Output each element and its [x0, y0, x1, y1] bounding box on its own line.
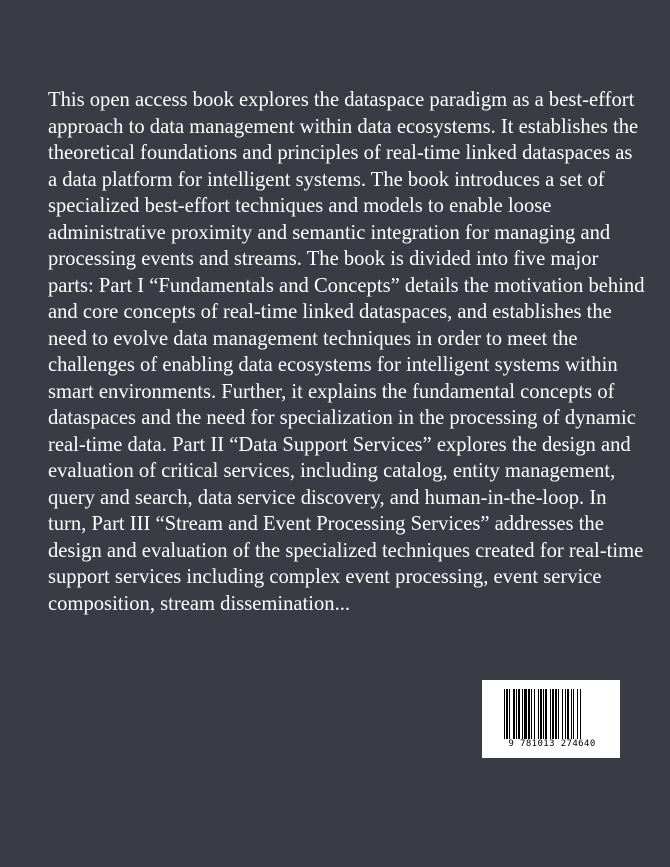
- barcode-bar: [545, 689, 547, 739]
- barcode-bar: [565, 689, 566, 739]
- barcode-bar: [577, 689, 578, 739]
- isbn-digits: 9 781013 274640: [508, 739, 596, 749]
- barcode-bar: [580, 689, 581, 739]
- back-cover-description: [48, 87, 645, 617]
- barcode-bar: [534, 689, 535, 739]
- barcode-bars-icon: [503, 689, 601, 739]
- barcode-bar: [555, 689, 557, 739]
- description-line: real-time data. Part II “Data Support Services” explores the design and: [48, 433, 631, 456]
- barcode-bar: [558, 689, 559, 739]
- description-line: processing events and streams. The book is divided into five major: [48, 248, 599, 270]
- barcode-bar: [550, 689, 551, 739]
- barcode-bar: [522, 689, 523, 739]
- barcode-bar: [562, 689, 563, 739]
- description-line: composition, stream dissemination...: [48, 592, 351, 615]
- barcode-bar: [504, 689, 505, 739]
- isbn-barcode: [482, 680, 620, 758]
- description-line: turn, Part III “Stream and Event Processing Services” addresses the: [48, 513, 604, 535]
- description-line: This open access book explores the dataspace paradigm as a best-effort: [48, 89, 635, 111]
- barcode-bar: [543, 689, 544, 739]
- barcode-bar: [531, 689, 532, 739]
- description-line: support services including complex event processing, event service: [48, 566, 602, 588]
- description-line: administrative proximity and semantic integration for managing and: [48, 221, 611, 244]
- barcode-bar: [573, 689, 574, 739]
- barcode-bar: [506, 689, 508, 739]
- description-line: challenges of enabling data ecosystems for intelligent systems within: [48, 354, 618, 376]
- description-line: design and evaluation of the specialized techniques created for real-time: [48, 539, 644, 562]
- description-line: specialized best-effort techniques and models to enable loose: [48, 195, 552, 217]
- description-line: approach to data management within data ecosystems. It establishes the: [48, 115, 639, 138]
- barcode-bar: [571, 689, 572, 739]
- description-line: dataspaces and the need for specialization in the processing of dynamic: [48, 407, 636, 429]
- barcode-bar: [518, 689, 520, 739]
- barcode-bar: [513, 689, 515, 739]
- barcode-bar: [509, 689, 510, 739]
- description-line: and core concepts of real-time linked dataspaces, and establishes the: [48, 301, 612, 323]
- description-line: theoretical foundations and principles of real-time linked dataspaces as: [48, 142, 633, 164]
- barcode-bar: [540, 689, 542, 739]
- description-line: a data platform for intelligent systems. The book introduces a set of: [48, 168, 605, 191]
- barcode-bar: [567, 689, 569, 739]
- description-line: need to evolve data management techniques in order to meet the: [48, 327, 578, 350]
- barcode-bar: [524, 689, 527, 739]
- barcode-bar: [528, 689, 530, 739]
- barcode-bar: [516, 689, 517, 739]
- description-line: evaluation of critical services, including catalog, entity management,: [48, 460, 616, 482]
- description-line: query and search, data service discovery, and human-in-the-loop. In: [48, 486, 607, 509]
- barcode-bar: [552, 689, 554, 739]
- description-line: parts: Part I “Fundamentals and Concepts” details the motivation behind: [48, 274, 645, 297]
- description-line: smart environments. Further, it explains the fundamental concepts of: [48, 380, 615, 403]
- barcode-bar: [538, 689, 539, 739]
